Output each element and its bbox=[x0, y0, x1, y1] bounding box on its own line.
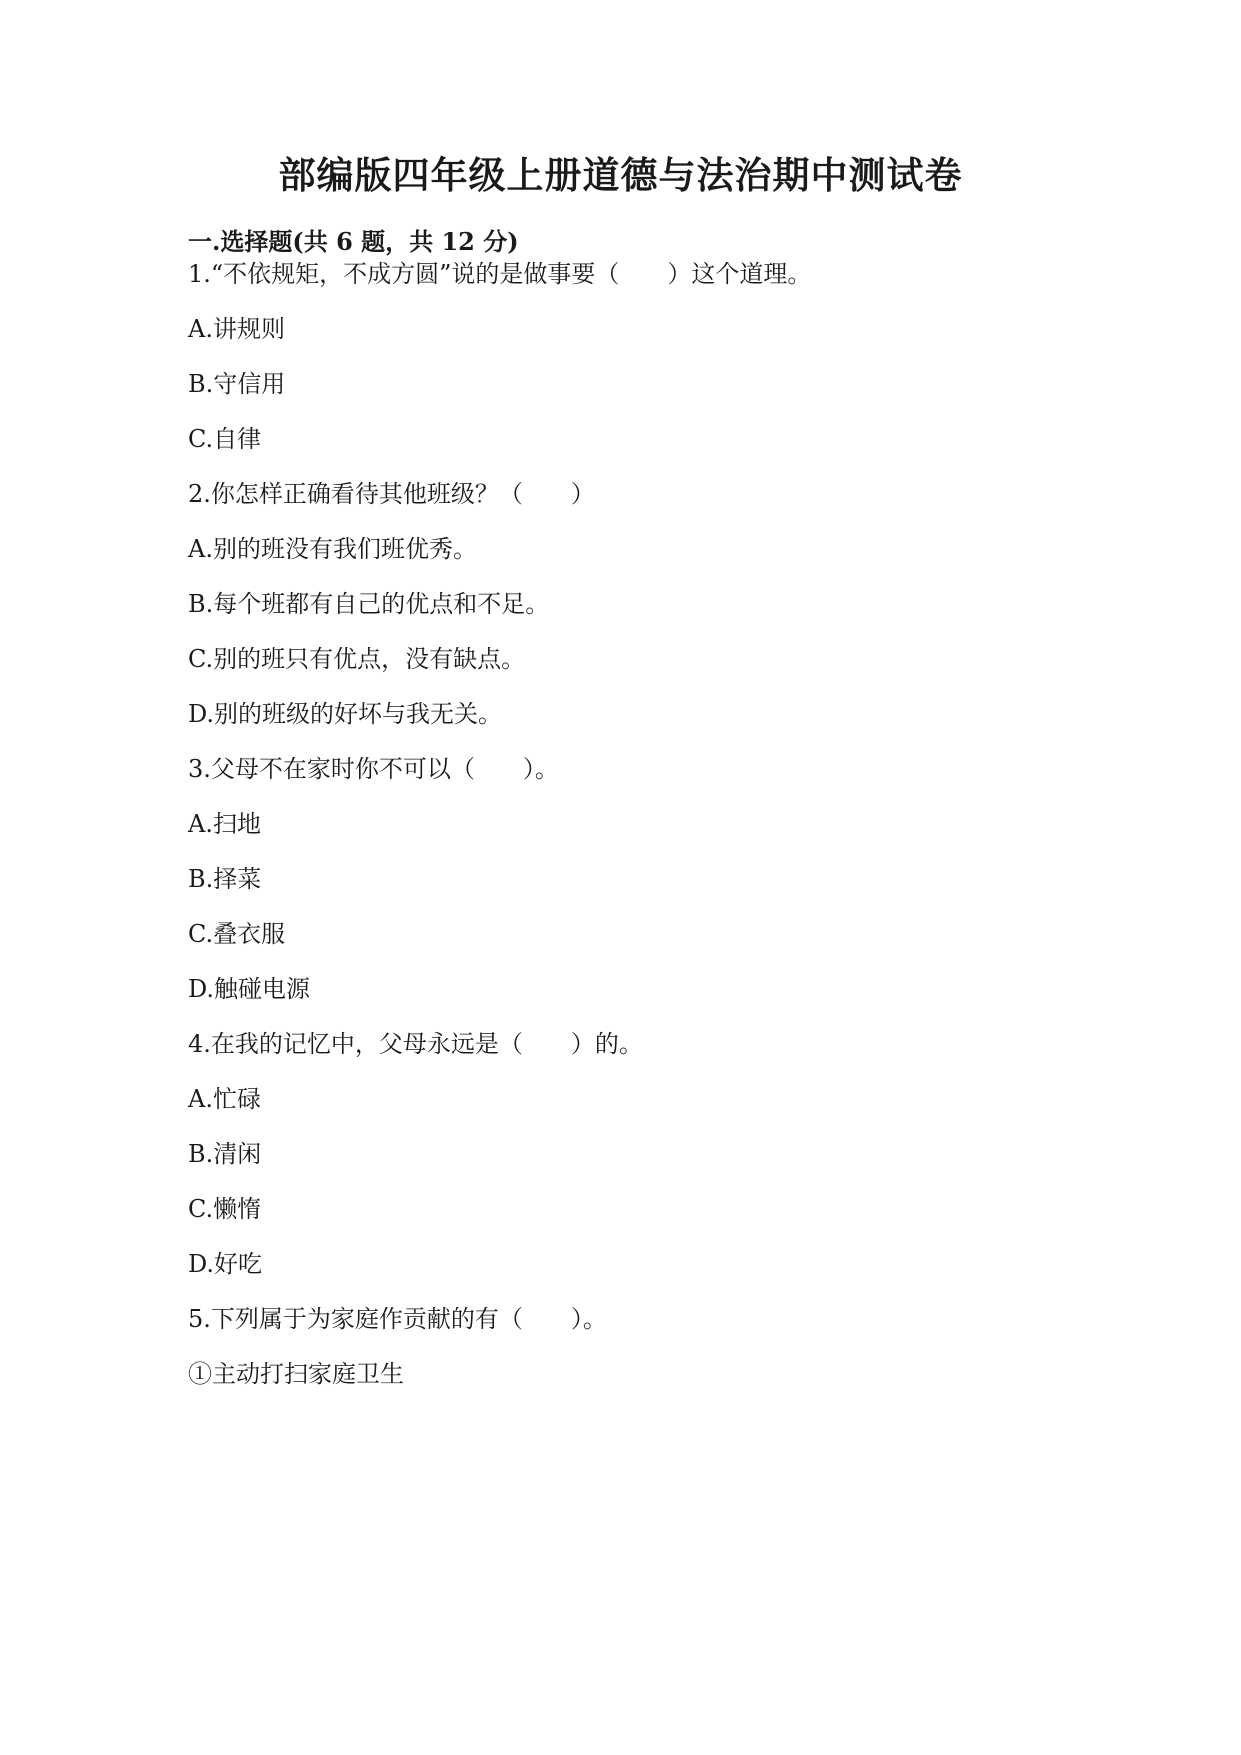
question-4-option-b: B.清闲 bbox=[188, 1140, 262, 1168]
question-5-item-1: ①主动打扫家庭卫生 bbox=[188, 1360, 404, 1388]
question-2-option-c: C.别的班只有优点，没有缺点。 bbox=[188, 645, 526, 673]
page-title: 部编版四年级上册道德与法治期中测试卷 bbox=[278, 153, 963, 197]
question-4-stem: 4.在我的记忆中，父母永远是（ ）的。 bbox=[188, 1030, 643, 1058]
question-3-option-d: D.触碰电源 bbox=[188, 975, 311, 1003]
question-4-option-a: A.忙碌 bbox=[188, 1085, 261, 1113]
question-5-stem: 5.下列属于为家庭作贡献的有（ ）。 bbox=[188, 1305, 607, 1333]
question-2-option-a: A.别的班没有我们班优秀。 bbox=[188, 535, 477, 563]
question-2-option-d: D.别的班级的好坏与我无关。 bbox=[188, 700, 503, 728]
question-3-option-a: A.扫地 bbox=[188, 810, 261, 838]
question-4-option-c: C.懒惰 bbox=[188, 1195, 262, 1223]
question-1-option-c: C.自律 bbox=[188, 425, 262, 453]
question-3-stem: 3.父母不在家时你不可以（ ）。 bbox=[188, 755, 559, 783]
question-1-option-a: A.讲规则 bbox=[188, 315, 285, 343]
question-1-stem: 1.“不依规矩，不成方圆”说的是做事要（ ）这个道理。 bbox=[188, 260, 812, 288]
question-1-option-b: B.守信用 bbox=[188, 370, 286, 398]
question-3-option-b: B.择菜 bbox=[188, 865, 262, 893]
question-2-option-b: B.每个班都有自己的优点和不足。 bbox=[188, 590, 550, 618]
section-heading: 一.选择题(共 6 题，共 12 分) bbox=[188, 227, 519, 256]
question-3-option-c: C.叠衣服 bbox=[188, 920, 286, 948]
question-4-option-d: D.好吃 bbox=[188, 1250, 263, 1278]
question-2-stem: 2.你怎样正确看待其他班级？（ ） bbox=[188, 480, 595, 508]
